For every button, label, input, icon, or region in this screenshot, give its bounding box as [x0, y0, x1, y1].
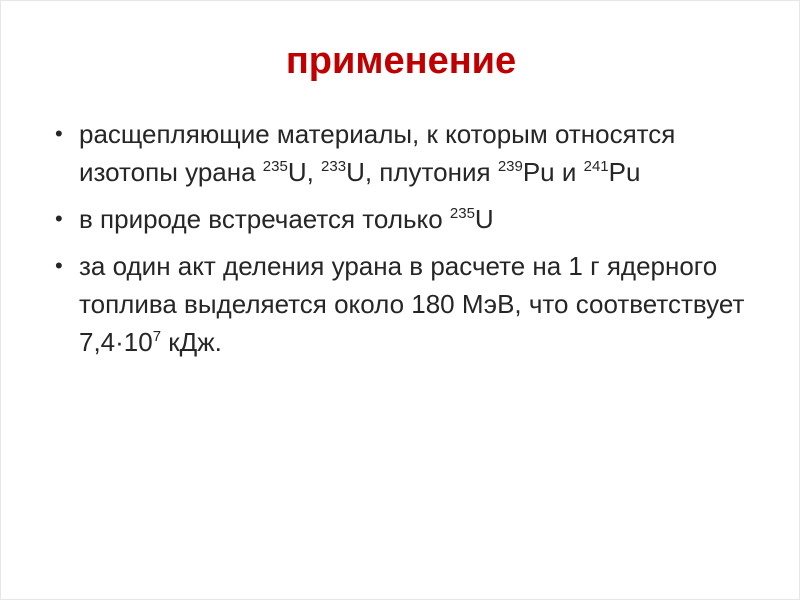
bullet-dot-icon: • — [55, 121, 63, 146]
isotope-mass-number: 241 — [583, 158, 609, 175]
bullet-text: U, плутония — [346, 157, 498, 187]
bullet-dot-icon: • — [55, 206, 63, 231]
bullet-text: расщепляющие материалы, к которым относятся изотопы урана — [79, 119, 676, 187]
isotope-mass-number: 233 — [321, 158, 347, 175]
bullet-text: в природе встречается только — [79, 204, 450, 234]
bullet-text: U, — [287, 157, 322, 187]
bullet-text: Pu и — [522, 157, 584, 187]
bullet-text: кДж. — [161, 327, 222, 357]
bullet-text: U — [474, 204, 494, 234]
slide-title: применение — [285, 40, 517, 82]
bullet-item-fission-energy — [47, 247, 767, 361]
isotope-mass-number: 235 — [449, 205, 475, 222]
isotope-mass-number: 239 — [497, 158, 523, 175]
bullet-text: за один акт деления урана в расчете на 1 г ядерного топлива выделяется около 180 МэВ, что соответствует 7,4·10 — [79, 251, 745, 357]
isotope-mass-number: 235 — [262, 158, 288, 175]
bullet-item-natural-occurrence — [47, 200, 767, 238]
bullet-item-fissile-materials — [47, 115, 767, 191]
exponent: 7 — [152, 328, 162, 345]
bullet-text: Pu — [608, 157, 641, 187]
bullet-dot-icon: • — [55, 253, 63, 278]
bullet-list — [47, 115, 767, 370]
